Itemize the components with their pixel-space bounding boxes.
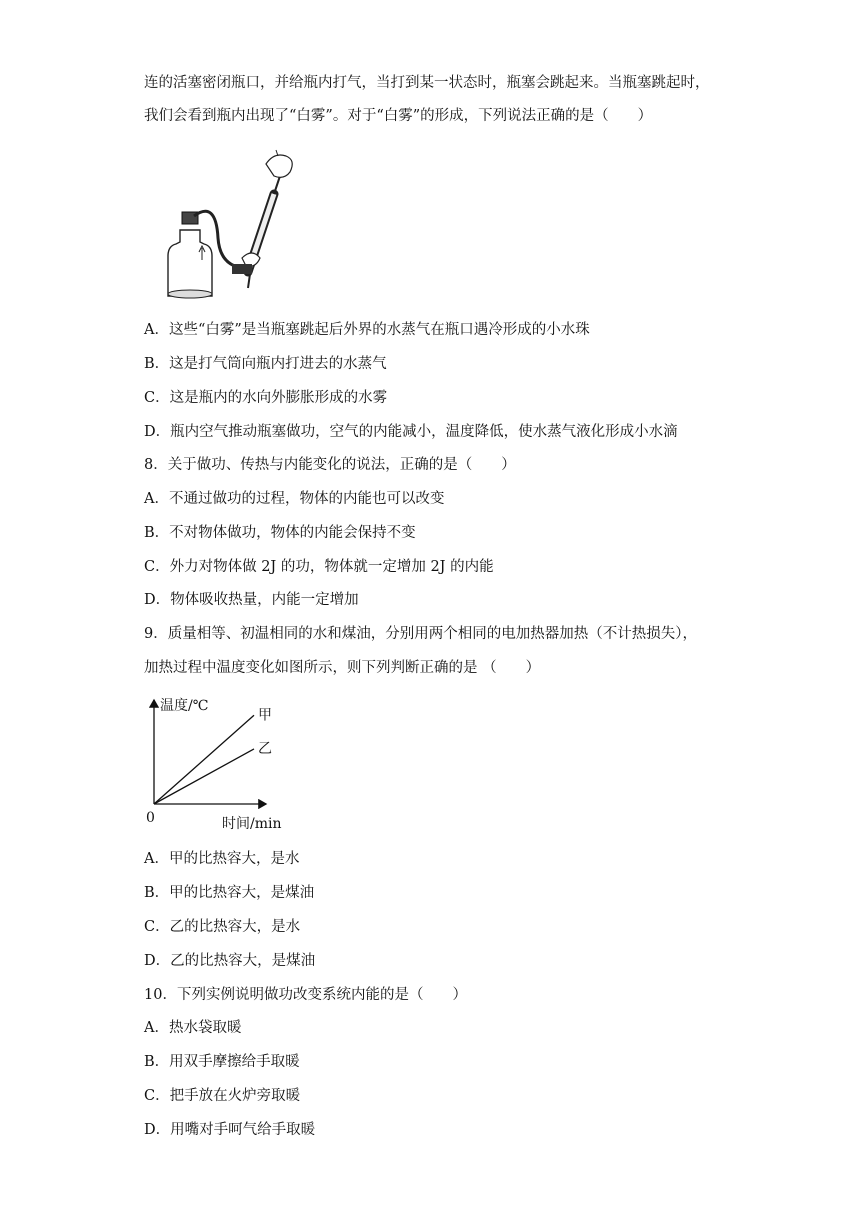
q8-option-d: D．物体吸收热量，内能一定增加 bbox=[144, 592, 359, 608]
series-label-0: 甲 bbox=[258, 707, 272, 724]
q7-stem-line2: 我们会看到瓶内出现了“白雾”。对于“白雾”的形成，下列说法正确的是（ ） bbox=[144, 108, 653, 124]
y-axis-label: 温度/℃ bbox=[160, 698, 209, 714]
q8-option-b: B．不对物体做功，物体的内能会保持不变 bbox=[144, 525, 416, 541]
q9-option-c: C．乙的比热容大，是水 bbox=[144, 919, 301, 935]
q10-option-a: A．热水袋取暖 bbox=[144, 1020, 242, 1036]
q9-stem-line1: 9．质量相等、初温相同的水和煤油，分别用两个相同的电加热器加热（不计热损失）， bbox=[144, 626, 697, 642]
series-line-0 bbox=[154, 715, 254, 804]
q7-option-a: A．这些“白雾”是当瓶塞跳起后外界的水蒸气在瓶口遇冷形成的小水珠 bbox=[144, 322, 590, 338]
q9-option-d: D．乙的比热容大，是煤油 bbox=[144, 953, 316, 969]
q7-option-b: B．这是打气筒向瓶内打进去的水蒸气 bbox=[144, 356, 387, 372]
x-axis-label: 时间/min bbox=[222, 816, 282, 832]
series-line-1 bbox=[154, 749, 254, 804]
q8-option-a: A．不通过做功的过程，物体的内能也可以改变 bbox=[144, 491, 445, 507]
q10-option-b: B．用双手摩擦给手取暖 bbox=[144, 1054, 300, 1070]
temperature-time-chart bbox=[140, 692, 290, 834]
q10-stem: 10．下列实例说明做功改变系统内能的是（ ） bbox=[144, 987, 467, 1003]
q10-option-c: C．把手放在火炉旁取暖 bbox=[144, 1088, 301, 1104]
q9-option-a: A．甲的比热容大，是水 bbox=[144, 851, 300, 867]
bottle-pump-figure bbox=[156, 148, 306, 300]
q7-option-d: D．瓶内空气推动瓶塞做功，空气的内能减小，温度降低，使水蒸气液化形成小水滴 bbox=[144, 424, 678, 440]
q7-stem-line1: 连的活塞密闭瓶口，并给瓶内打气，当打到某一状态时，瓶塞会跳起来。当瓶塞跳起时， bbox=[144, 75, 710, 91]
series-label-1: 乙 bbox=[258, 740, 272, 757]
q8-stem: 8．关于做功、传热与内能变化的说法，正确的是（ ） bbox=[144, 457, 516, 473]
q10-option-d: D．用嘴对手呵气给手取暖 bbox=[144, 1122, 316, 1138]
q9-option-b: B．甲的比热容大，是煤油 bbox=[144, 885, 315, 901]
q9-stem-line2: 加热过程中温度变化如图所示，则下列判断正确的是 （ ） bbox=[144, 660, 541, 676]
q7-option-c: C．这是瓶内的水向外膨胀形成的水雾 bbox=[144, 390, 388, 406]
origin-label: 0 bbox=[146, 810, 155, 826]
q8-option-c: C．外力对物体做 2J 的功，物体就一定增加 2J 的内能 bbox=[144, 559, 494, 575]
